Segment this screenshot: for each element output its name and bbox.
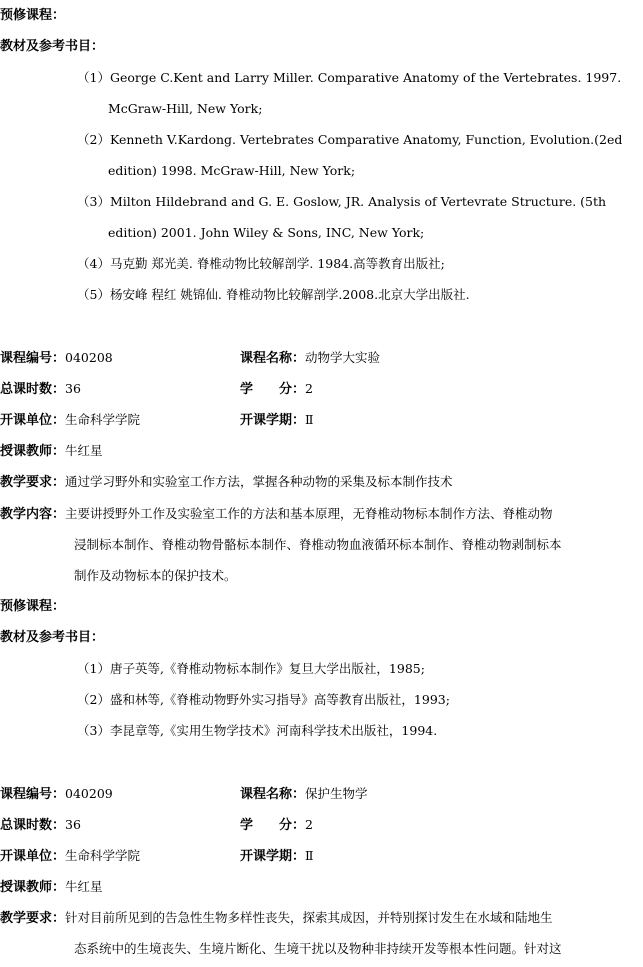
requirement-label: 教学要求：: [0, 911, 66, 926]
course-code-row: [0, 348, 113, 368]
unit-label: 开课单位：: [0, 413, 66, 428]
credit-row: [240, 379, 313, 399]
hours-row: [0, 379, 81, 399]
reference-item: （3）李昆章等,《实用生物学技术》河南科学技术出版社，1994.: [77, 723, 438, 738]
course-code-value: 040208: [65, 350, 113, 365]
reference-item-cont: McGraw-Hill, New York;: [108, 101, 263, 116]
credit-row: [240, 815, 313, 835]
unit-label: 开课单位：: [0, 849, 66, 864]
books-label: 教材及参考书目：: [0, 630, 105, 645]
requirement-value: 通过学习野外和实验室工作方法，掌握各种动物的采集及标本制作技术: [65, 474, 453, 489]
requirement-label: 教学要求：: [0, 475, 66, 490]
term-row: [240, 410, 314, 430]
reference-item: （2）Kenneth V.Kardong. Vertebrates Comparative Anatomy, Function, Evolution.(2ed: [77, 132, 623, 147]
course-code-row: [0, 784, 113, 804]
term-label: 开课学期：: [240, 849, 306, 864]
credit-value: 2: [305, 817, 313, 832]
course-code-label: 课程编号：: [0, 351, 66, 366]
teacher-value: 牛红星: [65, 879, 103, 894]
teacher-row: [0, 441, 103, 461]
hours-row: [0, 815, 81, 835]
unit-row: [0, 410, 140, 430]
unit-value: 生命科学学院: [65, 412, 141, 427]
requirement-row: [0, 472, 453, 492]
prereq-label: 预修课程：: [0, 8, 66, 23]
term-value: Ⅱ: [305, 412, 314, 427]
prereq-label: 预修课程：: [0, 599, 66, 614]
requirement-row: [0, 908, 553, 928]
reference-item: （1）唐子英等,《脊椎动物标本制作》复旦大学出版社，1985;: [77, 661, 425, 676]
course-name-row: [240, 784, 368, 804]
books-label: 教材及参考书目：: [0, 39, 105, 54]
credit-label: 学 分：: [240, 382, 306, 397]
course-code-value: 040209: [65, 786, 113, 801]
content-line: 制作及动物标本的保护技术。: [74, 568, 237, 583]
course-name-label: 课程名称：: [240, 351, 306, 366]
requirement-line: 态系统中的生境丧失、生境片断化、生境干扰以及物种非持续开发等根本性问题。针对这: [74, 941, 562, 956]
reference-item: （3）Milton Hildebrand and G. E. Goslow, JR. Analysis of Vertevrate Structure. (5th: [77, 194, 607, 209]
teacher-label: 授课教师：: [0, 880, 66, 895]
unit-row: [0, 846, 140, 866]
hours-value: 36: [65, 381, 81, 396]
credit-value: 2: [305, 381, 313, 396]
teacher-row: [0, 877, 103, 897]
reference-item: （4）马克勤 郑光美. 脊椎动物比较解剖学. 1984.高等教育出版社;: [77, 256, 445, 271]
course-name-label: 课程名称：: [240, 787, 306, 802]
hours-value: 36: [65, 817, 81, 832]
hours-label: 总课时数：: [0, 818, 66, 833]
reference-item: （2）盛和林等,《脊椎动物野外实习指导》高等教育出版社，1993;: [77, 692, 450, 707]
hours-label: 总课时数：: [0, 382, 66, 397]
course-name-value: 动物学大实验: [305, 350, 381, 365]
reference-item-cont: edition) 2001. John Wiley & Sons, INC, New York;: [108, 225, 425, 240]
content-line: 主要讲授野外工作及实验室工作的方法和基本原理，无脊椎动物标本制作方法、脊椎动物: [65, 506, 553, 521]
credit-label: 学 分：: [240, 818, 306, 833]
requirement-line: 针对目前所见到的告急性生物多样性丧失，探索其成因，并特别探讨发生在水域和陆地生: [65, 910, 553, 925]
reference-item: （5）杨安峰 程红 姚锦仙. 脊椎动物比较解剖学.2008.北京大学出版社.: [77, 287, 470, 302]
course-code-label: 课程编号：: [0, 787, 66, 802]
term-label: 开课学期：: [240, 413, 306, 428]
content-row: [0, 504, 553, 524]
course-name-row: [240, 348, 380, 368]
content-line: 浸制标本制作、脊椎动物骨骼标本制作、脊椎动物血液循环标本制作、脊椎动物剥制标本: [74, 537, 562, 552]
reference-item-cont: edition) 1998. McGraw-Hill, New York;: [108, 163, 356, 178]
content-label: 教学内容：: [0, 507, 66, 522]
reference-item: （1）George C.Kent and Larry Miller. Comparative Anatomy of the Vertebrates. 1997.: [77, 70, 622, 85]
term-row: [240, 846, 314, 866]
unit-value: 生命科学学院: [65, 848, 141, 863]
course-name-value: 保护生物学: [305, 786, 368, 801]
teacher-label: 授课教师：: [0, 444, 66, 459]
teacher-value: 牛红星: [65, 443, 103, 458]
term-value: Ⅱ: [305, 848, 314, 863]
